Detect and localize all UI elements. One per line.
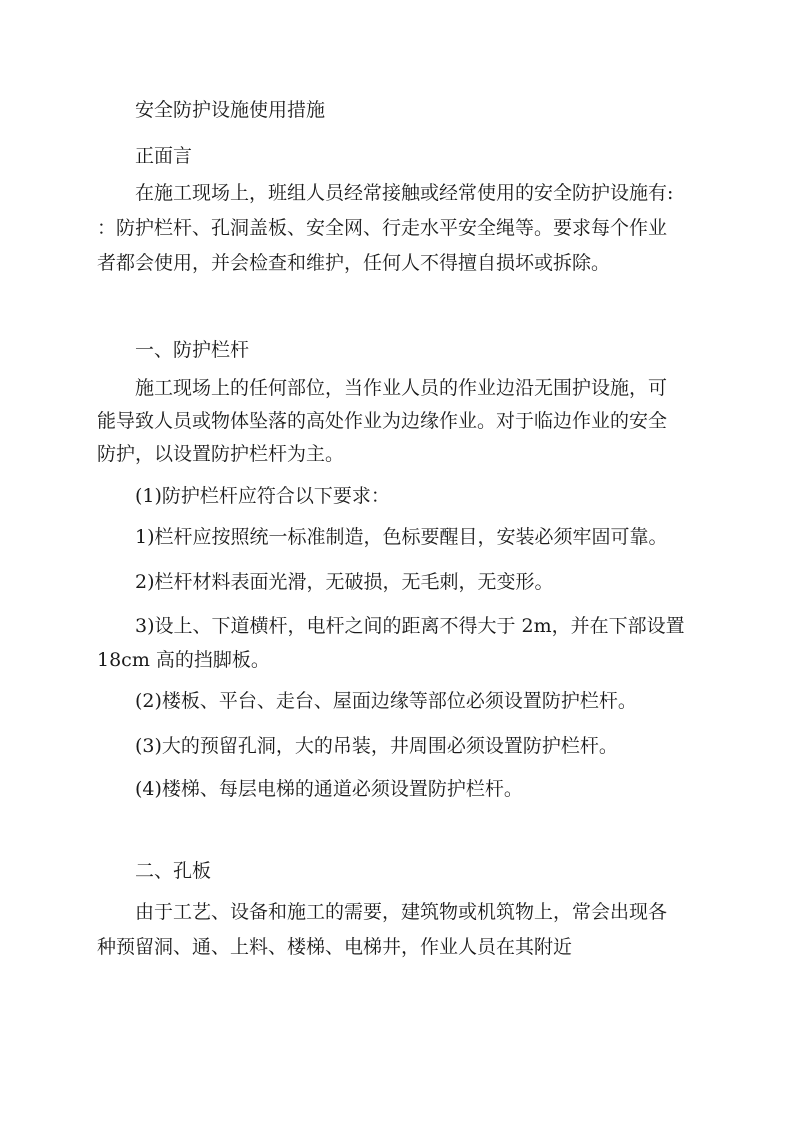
- intro-line-3: 者都会使用，并会检查和维护，任何人不得擅自损坏或拆除。: [97, 252, 611, 274]
- requirement-2: 2)栏杆材料表面光滑，无破损，无毛刺，无变形。: [135, 571, 554, 593]
- section1-para-line-1: 施工现场上的任何部位，当作业人员的作业边沿无围护设施，可: [135, 377, 668, 399]
- requirements-intro: (1)防护栏杆应符合以下要求：: [135, 485, 390, 507]
- requirement-1: 1)栏杆应按照统一标准制造，色标要醒目，安装必须牢固可靠。: [135, 526, 668, 548]
- item-4: (4)楼梯、每层电梯的通道必须设置防护栏杆。: [135, 778, 523, 800]
- item-3: (3)大的预留孔洞，大的吊装，井周围必须设置防护栏杆。: [135, 735, 618, 757]
- intro-line-1: 在施工现场上，班组人员经常接触或经常使用的安全防护设施有:: [135, 182, 674, 204]
- preface-heading: 正面言: [135, 145, 193, 167]
- item-2: (2)楼板、平台、走台、屋面边缘等部位必须设置防护栏杆。: [135, 690, 637, 712]
- section1-para-line-2: 能导致人员或物体坠落的高处作业为边缘作业。对于临边作业的安全: [97, 410, 668, 432]
- section2-para-line-2: 种预留洞、通、上料、楼梯、电梯井，作业人员在其附近: [97, 936, 573, 958]
- section2-para-line-1: 由于工艺、设备和施工的需要，建筑物或机筑物上，常会出现各: [135, 901, 668, 923]
- section2-heading: 二、孔板: [135, 860, 212, 882]
- section1-heading: 一、防护栏杆: [135, 339, 250, 361]
- document-title: 安全防护设施使用措施: [135, 99, 326, 121]
- section1-para-line-3: 防护，以设置防护栏杆为主。: [97, 443, 345, 465]
- requirement-3-line-2: 18cm 高的挡脚板。: [97, 649, 270, 671]
- requirement-3-line-1: 3)设上、下道横杆，电杆之间的距离不得大于 2m，并在下部设置: [135, 615, 685, 637]
- intro-line-2: ：防护栏杆、孔洞盖板、安全网、行走水平安全绳等。要求每个作业: [97, 217, 668, 239]
